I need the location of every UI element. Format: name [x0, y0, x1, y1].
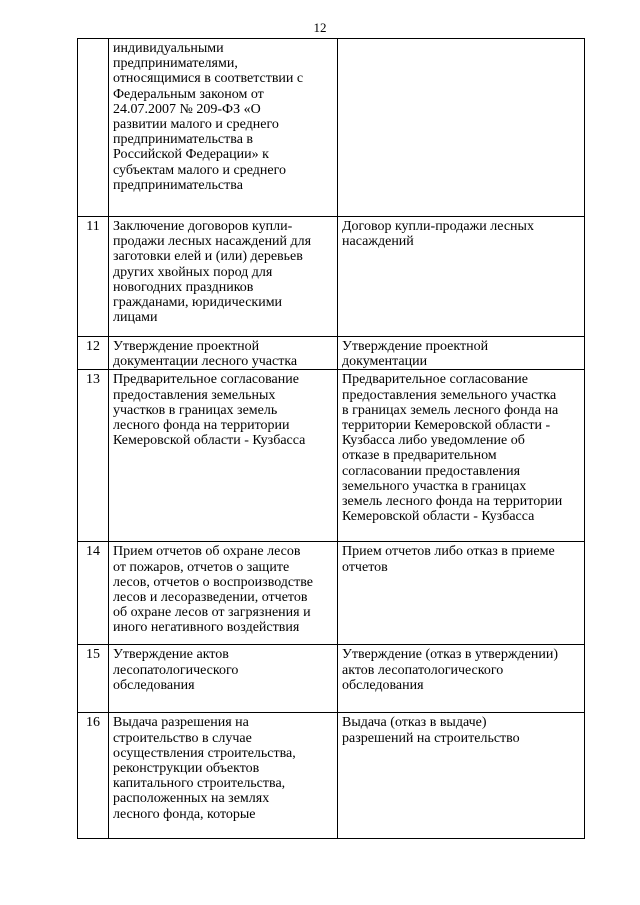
service-result-cell-line: актов лесопатологического — [342, 662, 504, 678]
table-row — [78, 39, 585, 217]
service-name-cell-line: Заключение договоров купли- — [113, 219, 293, 234]
service-name-cell-line: иного негативного воздействия — [113, 620, 300, 636]
row-number: 13 — [78, 370, 109, 542]
service-name-cell-line: гражданами, юридическими — [113, 295, 283, 311]
service-name-cell-line: осуществления строительства, — [113, 745, 296, 761]
service-result-cell-line: насаждений — [342, 234, 414, 250]
table-row — [78, 645, 585, 713]
service-name-cell-line: Предварительное согласование — [113, 372, 299, 388]
service-result-cell-line: Предварительное согласование — [342, 372, 528, 388]
row-number: 15 — [78, 645, 109, 713]
service-name-cell-line: капитального строительства, — [113, 776, 286, 792]
service-result-cell-line: отчетов — [342, 559, 388, 575]
service-name-cell — [109, 217, 338, 337]
service-name-cell — [109, 337, 338, 370]
table-row — [78, 217, 585, 337]
service-name-cell-line: Утверждение проектной — [113, 339, 260, 354]
table-row — [78, 713, 585, 839]
service-result-cell-line: территории Кемеровской области - — [342, 418, 551, 434]
service-name-cell-line: предпринимательства в — [113, 132, 254, 148]
service-name-cell-line: расположенных на землях — [113, 791, 270, 807]
service-result-cell — [338, 542, 585, 645]
service-result-cell-line: документации — [342, 354, 428, 370]
service-result-cell-line: Кузбасса либо уведомление об — [342, 433, 525, 449]
service-name-cell-line: Российской Федерации» к — [113, 147, 269, 163]
service-name-cell-line: заготовки елей и (или) деревьев — [113, 249, 303, 265]
service-name-cell — [109, 370, 338, 542]
service-name-cell-line: индивидуальными — [113, 41, 224, 56]
service-name-cell-line: Федеральным законом от — [113, 86, 264, 102]
service-name-cell-line: лесопатологического — [113, 662, 239, 678]
service-result-cell-line: земельного участка в границах — [342, 478, 527, 494]
service-result-cell-line: в границах земель лесного фонда на — [342, 402, 559, 418]
service-name-cell-line: предоставления земельных — [113, 387, 276, 403]
page-number: 12 — [313, 20, 327, 35]
service-result-cell — [338, 645, 585, 713]
service-result-cell-line: отказе в предварительном — [342, 448, 497, 464]
service-result-cell-line: земель лесного фонда на территории — [342, 494, 563, 510]
service-name-cell-line: 24.07.2007 № 209-ФЗ «О — [113, 101, 261, 117]
service-result-cell-line: Утверждение (отказ в утверждении) — [342, 647, 559, 663]
service-result-cell — [338, 713, 585, 839]
table-row — [78, 337, 585, 370]
service-name-cell-line: относящимися в соответствии с — [113, 71, 304, 87]
service-result-cell-line: согласовании предоставления — [342, 463, 521, 479]
service-result-cell — [338, 370, 585, 542]
service-result-cell-line: Утверждение проектной — [342, 339, 489, 354]
service-name-cell-line: строительство в случае — [113, 730, 252, 746]
service-result-cell — [338, 217, 585, 337]
service-name-cell — [109, 713, 338, 839]
service-name-cell — [109, 645, 338, 713]
service-name-cell-line: лесного фонда, которые — [113, 806, 256, 822]
service-result-cell-line: Выдача (отказ в выдаче) — [342, 715, 487, 731]
table-row — [78, 542, 585, 645]
service-name-cell-line: субъектам малого и среднего — [113, 162, 286, 178]
service-name-cell-line: лесов, отчетов о воспроизводстве — [113, 574, 314, 590]
service-name-cell-line: развитии малого и среднего — [113, 117, 279, 133]
service-name-cell-line: от пожаров, отчетов о защите — [113, 559, 290, 575]
services-table — [77, 38, 585, 839]
table-body — [78, 39, 585, 839]
service-name-cell — [109, 542, 338, 645]
service-result-cell-line: предоставления земельного участка — [342, 387, 557, 403]
service-name-cell-line: реконструкции объектов — [113, 761, 260, 777]
service-name-cell-line: участков в границах земель — [113, 402, 278, 418]
row-number — [78, 39, 109, 217]
service-name-cell-line: лесов и лесоразведении, отчетов — [113, 590, 308, 606]
row-number: 12 — [78, 337, 109, 370]
service-name-cell-line: лесного фонда на территории — [113, 418, 290, 434]
service-name-cell-line: предпринимателями, — [113, 56, 238, 72]
service-result-cell — [338, 39, 585, 217]
service-name-cell-line: обследования — [113, 677, 195, 693]
service-name-cell-line: продажи лесных насаждений для — [113, 234, 312, 250]
service-name-cell-line: Выдача разрешения на — [113, 715, 249, 731]
service-name-cell-line: об охране лесов от загрязнения и — [113, 605, 311, 621]
service-result-cell-line: обследования — [342, 677, 424, 693]
service-result-cell-line: разрешений на строительство — [342, 730, 520, 746]
row-number: 14 — [78, 542, 109, 645]
service-name-cell-line: лицами — [113, 310, 158, 326]
service-result-cell-line: Договор купли-продажи лесных — [342, 219, 534, 234]
service-name-cell-line: Прием отчетов об охране лесов — [113, 544, 301, 560]
service-name-cell-line: других хвойных пород для — [113, 264, 273, 280]
service-name-cell — [109, 39, 338, 217]
table-row — [78, 370, 585, 542]
service-name-cell-line: Кемеровской области - Кузбасса — [113, 433, 306, 449]
service-result-cell — [338, 337, 585, 370]
service-name-cell-line: предпринимательства — [113, 177, 243, 193]
service-name-cell-line: новогодних праздников — [113, 279, 254, 295]
service-name-cell-line: Утверждение актов — [113, 647, 229, 663]
row-number: 16 — [78, 713, 109, 839]
service-result-cell-line: Прием отчетов либо отказ в приеме — [342, 544, 555, 560]
service-result-cell-line: Кемеровской области - Кузбасса — [342, 509, 535, 525]
row-number: 11 — [78, 217, 109, 337]
service-name-cell-line: документации лесного участка — [113, 354, 298, 370]
